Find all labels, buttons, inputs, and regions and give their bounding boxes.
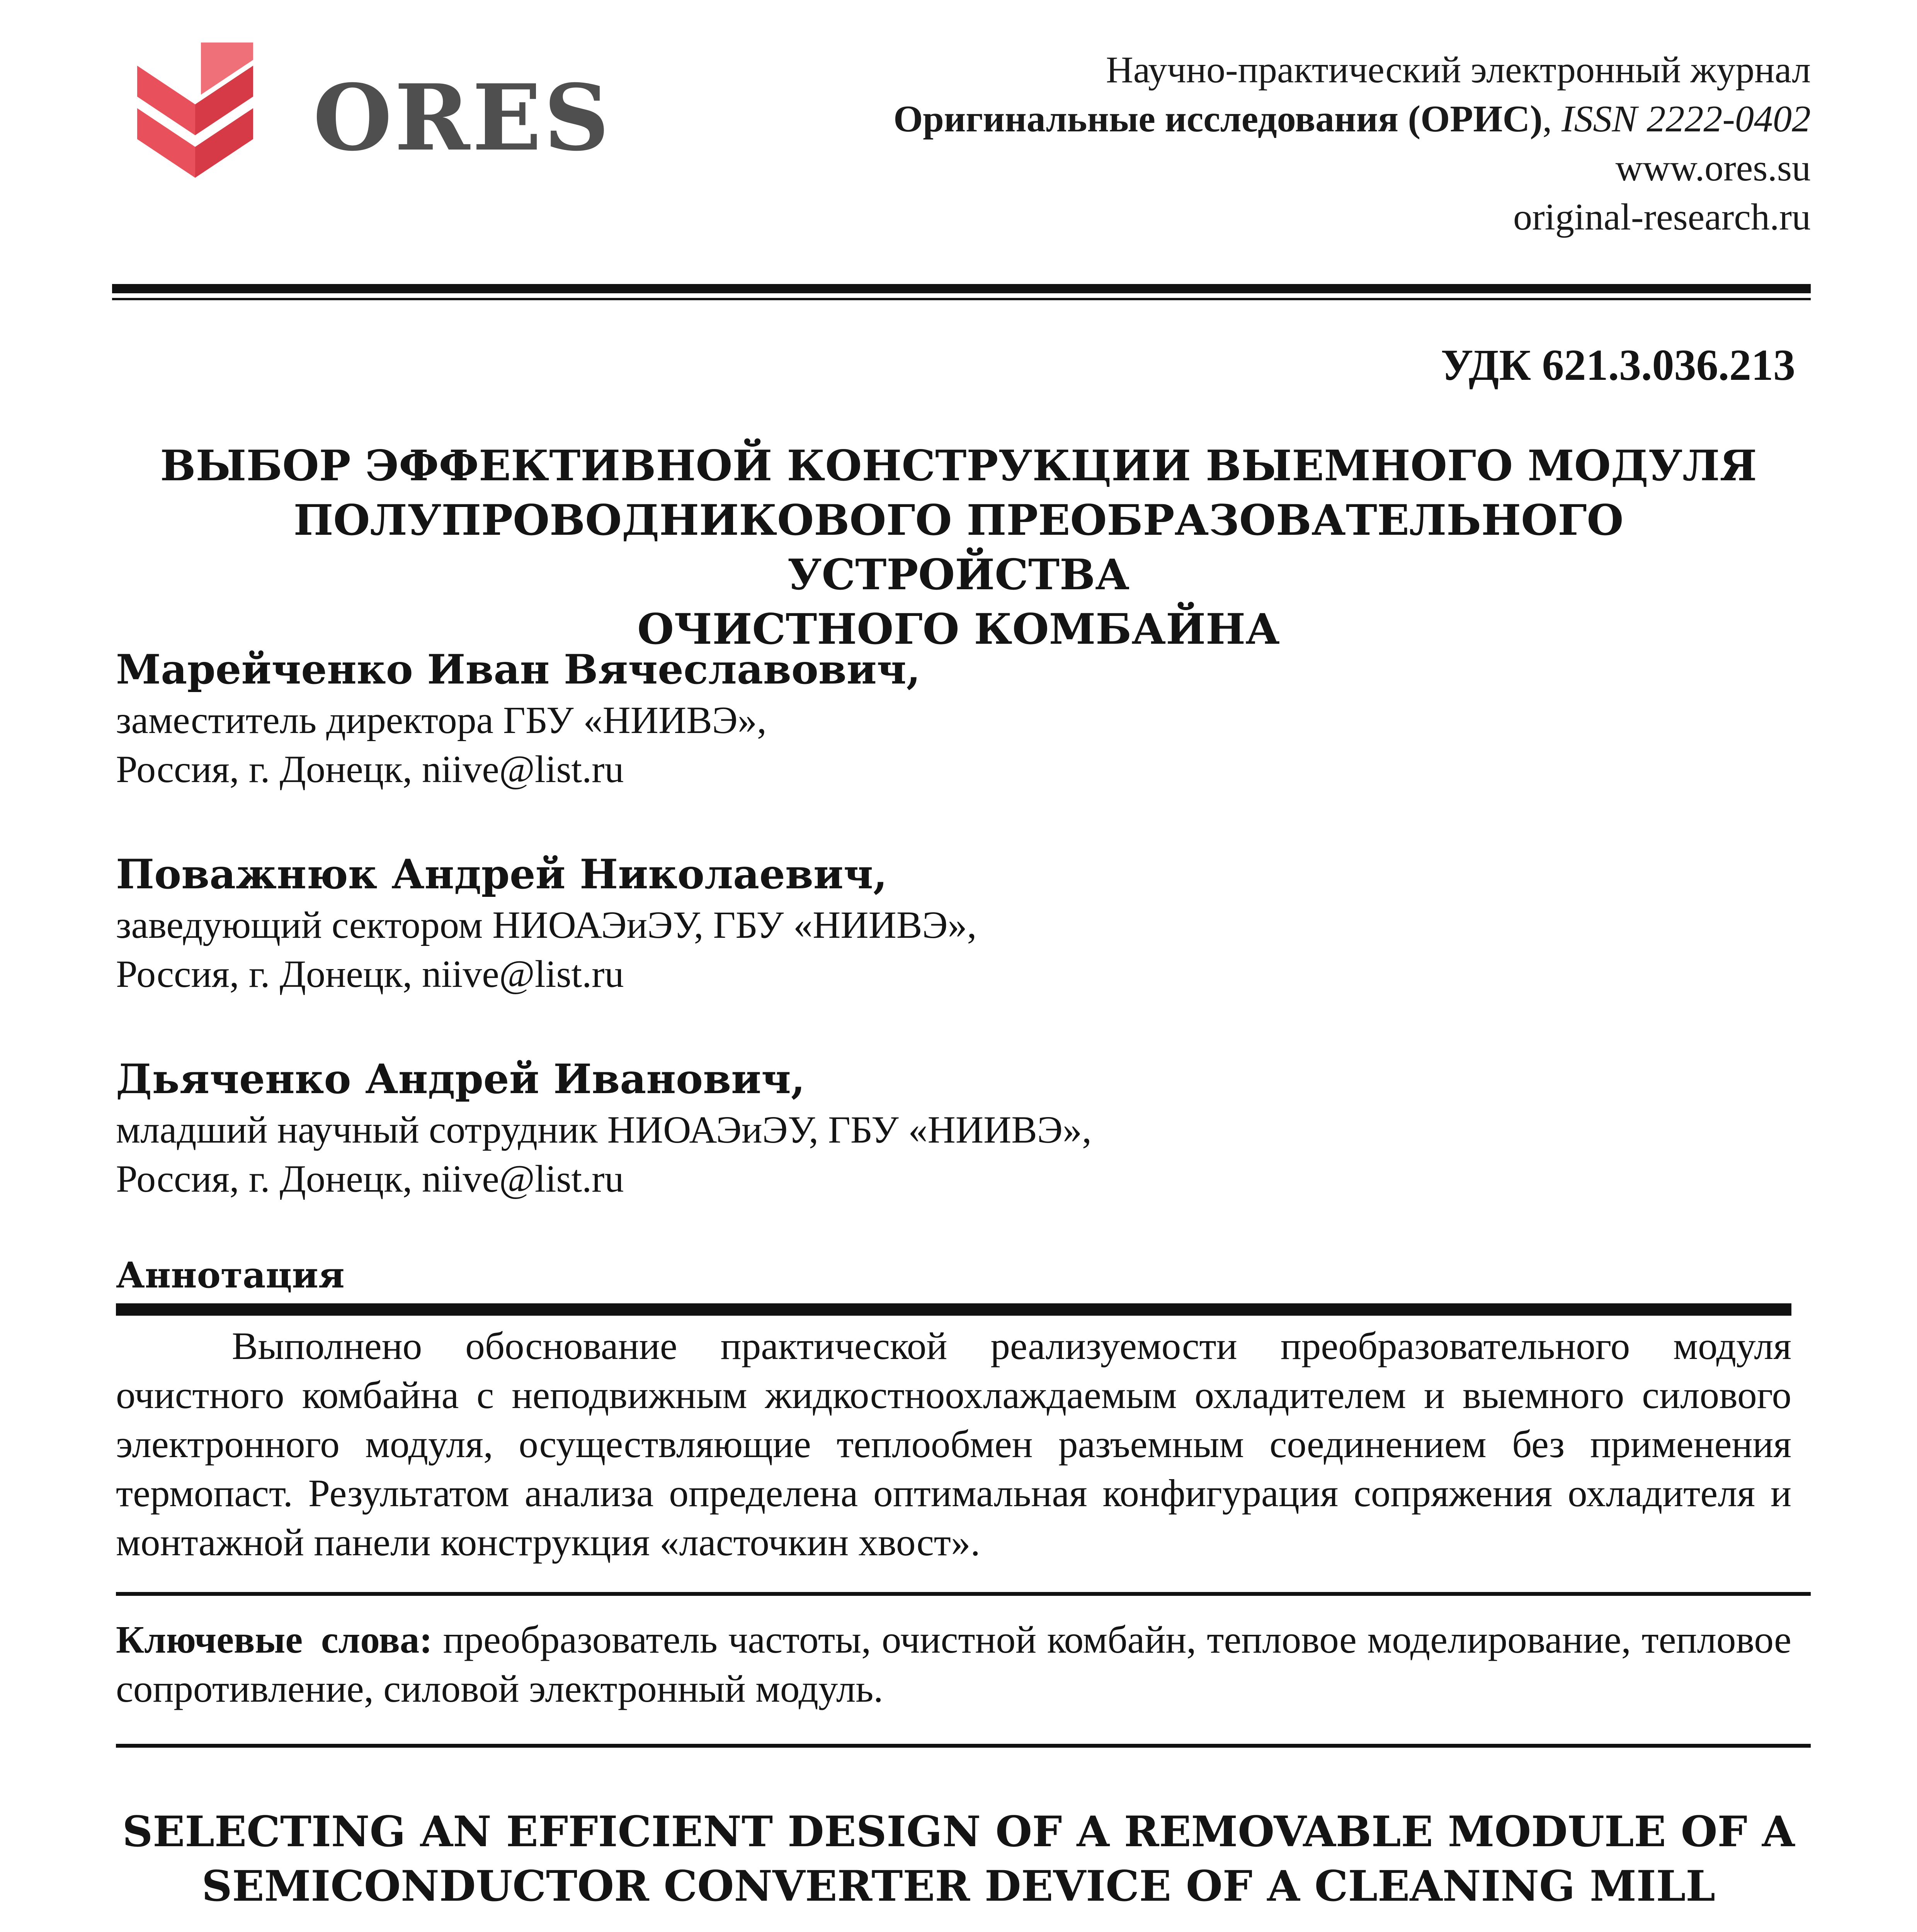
keywords-bottom-rule: [116, 1744, 1811, 1748]
journal-title-line: [690, 95, 1811, 144]
article-title-ru: [116, 439, 1801, 656]
ores-logo: [137, 43, 612, 193]
author-position: заведующий сектором НИОАЭиЭУ, ГБУ «НИИВЭ»,: [116, 903, 977, 946]
article-title-en: [116, 1804, 1801, 1913]
author-name: Марейченко Иван Вячеславович,: [116, 645, 921, 693]
header-rule-thick: [112, 284, 1811, 293]
logo-wordmark: ORES: [313, 65, 612, 171]
journal-subtitle: Научно-практический электронный журнал: [1106, 49, 1811, 91]
journal-info: [690, 46, 1811, 242]
abstract-rule: [116, 1303, 1791, 1316]
title-ru-line: ОЧИСТНОГО КОМБАЙНА: [637, 604, 1280, 654]
title-en-line: SELECTING AN EFFICIENT DESIGN OF A REMOVABLE MODULE OF A: [122, 1807, 1795, 1856]
journal-site-2: original-research.ru: [1513, 196, 1811, 238]
journal-name: Оригинальные исследования (ОРИС): [893, 98, 1543, 140]
journal-site-1: www.ores.su: [1615, 147, 1811, 189]
author-ru-1: [116, 643, 920, 794]
abstract-text: Выполнено обоснование практической реализуемости преобразовательного модуля очистного комбайна с неподвижным жидкостноохлаждаемым охладителем и выемного силового электронного модуля, осуществляющие теплообмен разъемным соединением без применения термопаст. Результатом анализа определена оптимальная конфигурация сопряжения охладителя и монтажной панели конструкция «ласточкин хвост».: [116, 1324, 1791, 1564]
author-name: Поважнюк Андрей Николаевич,: [116, 850, 888, 898]
chevron-logo-icon: [137, 43, 292, 193]
abstract-label: Аннотация: [116, 1254, 345, 1296]
abstract-bottom-rule: [116, 1592, 1811, 1596]
keywords-text: преобразователь частоты, очистной комбайн, тепловое моделирование, тепловое сопротивление, силовой электронный модуль.: [116, 1618, 1791, 1710]
author-ru-3: [116, 1053, 1092, 1203]
author-location: Россия, г. Донецк, niive@list.ru: [116, 952, 624, 995]
keywords: [116, 1615, 1791, 1713]
author-location: Россия, г. Донецк, niive@list.ru: [116, 748, 624, 791]
author-position: заместитель директора ГБУ «НИИВЭ»,: [116, 699, 767, 742]
issn: ISSN 2222-0402: [1561, 98, 1811, 140]
author-location: Россия, г. Донецк, niive@list.ru: [116, 1157, 624, 1200]
title-ru-line: ВЫБОР ЭФФЕКТИВНОЙ КОНСТРУКЦИИ ВЫЕМНОГО МОДУЛЯ: [160, 441, 1757, 490]
udk-code: УДК 621.3.036.213: [1441, 340, 1795, 389]
header-rule-thin: [112, 298, 1811, 300]
title-en-line: SEMICONDUCTOR CONVERTER DEVICE OF A CLEANING MILL: [201, 1861, 1716, 1911]
keywords-label: Ключевые слова:: [116, 1618, 432, 1661]
issn-separator: ,: [1542, 98, 1561, 140]
title-ru-line: ПОЛУПРОВОДНИКОВОГО ПРЕОБРАЗОВАТЕЛЬНОГО УСТРОЙСТВА: [293, 495, 1624, 599]
author-ru-2: [116, 848, 977, 998]
author-name: Дьяченко Андрей Иванович,: [116, 1055, 805, 1103]
author-position: младший научный сотрудник НИОАЭиЭУ, ГБУ «НИИВЭ»,: [116, 1108, 1092, 1151]
